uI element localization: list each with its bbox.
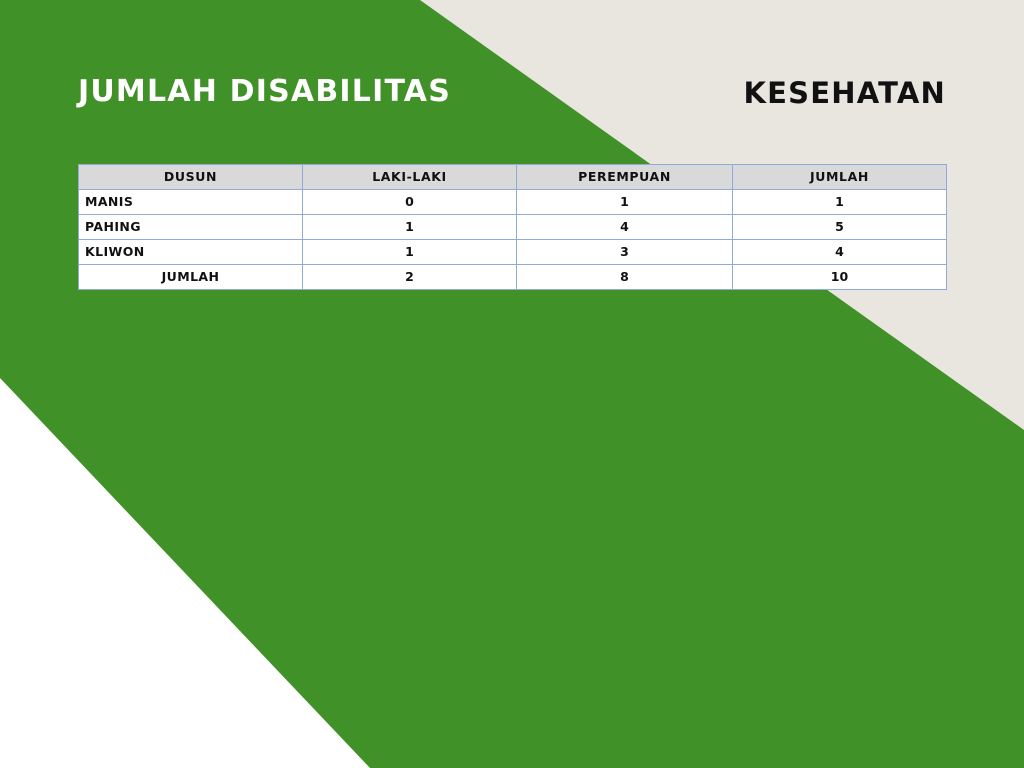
table-header-row [79,165,947,190]
table-row [79,240,947,265]
disability-table-container [78,164,946,290]
cell-total-perempuan: 8 [517,265,733,290]
disability-table [78,164,947,290]
section-title: KESEHATAN [743,76,946,110]
cell-laki-laki: 1 [303,215,517,240]
cell-perempuan: 4 [517,215,733,240]
cell-laki-laki: 0 [303,190,517,215]
cell-total-laki-laki: 2 [303,265,517,290]
cell-dusun: MANIS [79,190,303,215]
column-header-laki-laki: LAKI-LAKI [303,165,517,190]
table-total-row [79,265,947,290]
cell-jumlah: 4 [733,240,947,265]
cell-perempuan: 1 [517,190,733,215]
cell-perempuan: 3 [517,240,733,265]
table-row [79,190,947,215]
column-header-jumlah: JUMLAH [733,165,947,190]
column-header-perempuan: PEREMPUAN [517,165,733,190]
cell-jumlah: 1 [733,190,947,215]
table-row [79,215,947,240]
cell-dusun: KLIWON [79,240,303,265]
page-title: JUMLAH DISABILITAS [78,74,452,109]
cell-total-jumlah: 10 [733,265,947,290]
cell-jumlah: 5 [733,215,947,240]
cell-total-label: JUMLAH [79,265,303,290]
cell-laki-laki: 1 [303,240,517,265]
column-header-dusun: DUSUN [79,165,303,190]
cell-dusun: PAHING [79,215,303,240]
